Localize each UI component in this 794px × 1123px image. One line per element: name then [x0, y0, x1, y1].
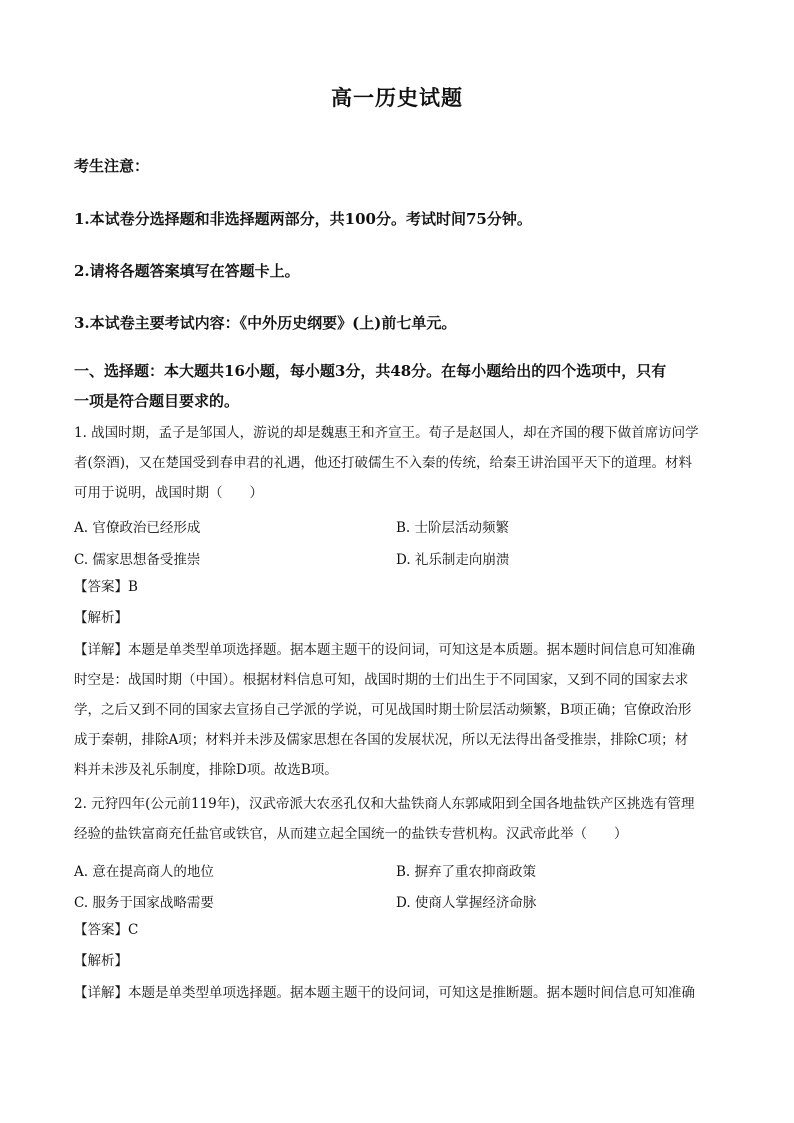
q2-option-d: D. 使商人掌握经济命脉: [396, 895, 537, 911]
q1-analysis-label: 【解析】: [74, 610, 128, 626]
section-heading-line-2: 一项是符合题目要求的。: [74, 392, 240, 410]
q1-option-a: A. 官僚政治已经形成: [74, 520, 201, 536]
notice-item-2: 2.请将各题答案填写在答题卡上。: [74, 262, 300, 280]
notice-item-3: 3.本试卷主要考试内容：《中外历史纲要》(上)前七单元。: [74, 314, 457, 332]
q1-option-b: B. 士阶层活动频繁: [396, 520, 510, 536]
q2-option-a: A. 意在提高商人的地位: [74, 864, 214, 880]
q2-stem-line-2: 经验的盐铁富商充任盐官或铁官，从而建立起全国统一的盐铁专营机构。汉武帝此举（ ）: [74, 826, 628, 842]
q2-detail-line-1: 【详解】本题是单类型单项选择题。据本题主题干的设问词，可知这是推断题。据本题时间信息可知准确: [74, 985, 695, 1001]
q1-option-c: C. 儒家思想备受推崇: [74, 552, 201, 568]
notice-item-1: 1.本试卷分选择题和非选择题两部分，共100分。考试时间75分钟。: [74, 210, 532, 228]
q1-stem-line-2: 者(祭酒)，又在楚国受到春申君的礼遇，他还打破儒生不入秦的传统，给秦王讲治国平天下的道理。材料: [74, 455, 693, 471]
q1-detail-line-4: 成于秦朝，排除A项；材料并未涉及儒家思想在各国的发展状况，所以无法得出备受推崇，排除C项；材: [74, 732, 689, 748]
page-title: 高一历史试题: [331, 85, 463, 110]
notice-heading: 考生注意：: [74, 157, 150, 175]
q2-option-b: B. 摒弃了重农抑商政策: [396, 864, 537, 880]
q2-analysis-label: 【解析】: [74, 953, 128, 969]
q1-option-d: D. 礼乐制走向崩溃: [396, 552, 510, 568]
q1-answer: 【答案】B: [74, 579, 138, 595]
q1-detail-line-5: 料并未涉及礼乐制度，排除D项。故选B项。: [74, 762, 338, 778]
q1-stem-line-1: 1. 战国时期，孟子是邹国人，游说的却是魏惠王和齐宣王。荀子是赵国人，却在齐国的稷下做首席访问学: [74, 425, 699, 441]
section-heading-line-1: 一、选择题：本大题共16小题，每小题3分，共48分。在每小题给出的四个选项中，只有: [74, 362, 667, 380]
q1-detail-line-1: 【详解】本题是单类型单项选择题。据本题主题干的设问词，可知这是本质题。据本题时间信息可知准确: [74, 642, 695, 658]
q1-stem-line-3: 可用于说明，战国时期（ ）: [74, 485, 263, 501]
q2-option-c: C. 服务于国家战略需要: [74, 895, 214, 911]
q2-answer: 【答案】C: [74, 922, 139, 938]
q1-detail-line-3: 学，之后又到不同的国家去宣扬自己学派的学说，可见战国时期士阶层活动频繁，B项正确；官僚政治形: [74, 702, 692, 718]
q1-detail-line-2: 时空是：战国时期（中国）。根据材料信息可知，战国时期的士们出生于不同国家，又到不同的国家去求: [74, 672, 689, 688]
q2-stem-line-1: 2. 元狩四年(公元前119年)，汉武帝派大农丞孔仅和大盐铁商人东郭咸阳到全国各地盐铁产区挑选有管理: [74, 796, 695, 812]
